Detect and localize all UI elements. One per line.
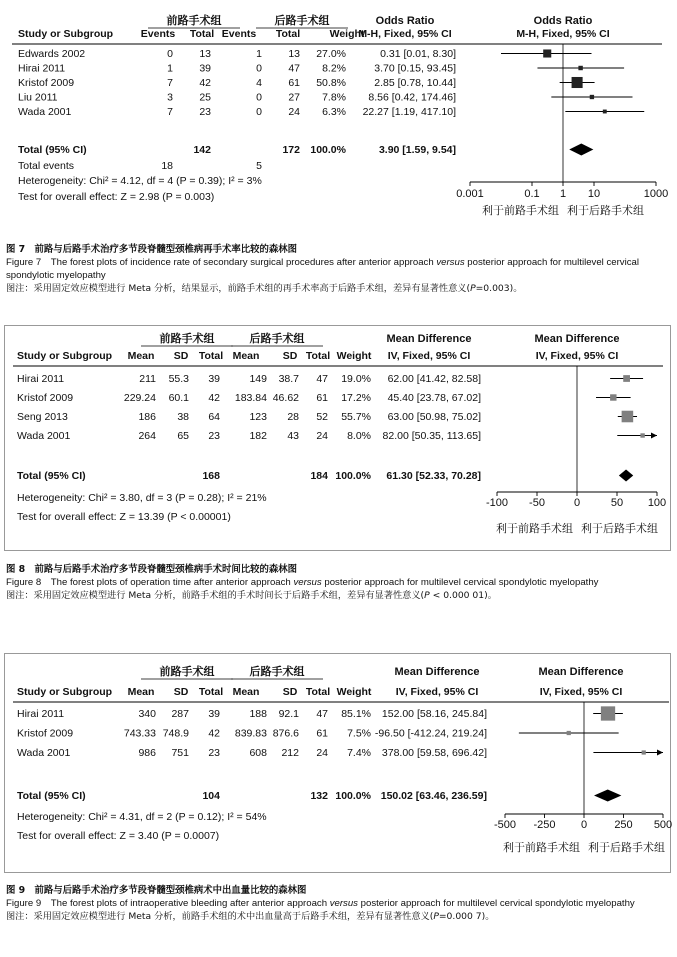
header-c1: Mean — [127, 350, 155, 362]
study-c2: 55.3 — [168, 373, 189, 385]
study-marker — [642, 750, 646, 754]
study-c3: 23 — [208, 747, 220, 759]
study-ci-text: 0.31 [0.01, 8.30] — [380, 48, 456, 60]
caption-9-en: Figure 9 The forest plots of intraoperative bleeding after anterior approach versus posterior approach for multilevel cervical spondylotic myelopathy — [6, 898, 635, 909]
overall-effect-text: Test for overall effect: Z = 13.39 (P < 0.00001) — [17, 511, 231, 523]
study-c5: 28 — [287, 411, 299, 423]
header-study: Study or Subgroup — [17, 686, 113, 698]
study-c5: 46.62 — [272, 392, 299, 404]
x-tick-label: 0 — [580, 819, 588, 831]
study-weight: 7.4% — [347, 747, 371, 759]
total-weight: 100.0% — [310, 144, 346, 156]
study-ci-text: 2.85 [0.78, 10.44] — [374, 77, 456, 89]
study-ci-text: 152.00 [58.16, 245.84] — [381, 708, 487, 720]
study-marker — [567, 731, 571, 735]
x-tick-label: 0 — [573, 497, 581, 509]
forest-plot-7-svg — [4, 4, 671, 232]
study-ci-text: -96.50 [-412.24, 219.24] — [374, 727, 487, 740]
heterogeneity-text: Heterogeneity: Chi² = 3.80, df = 3 (P = 0.28); I² = 21% — [17, 492, 267, 504]
study-c4: 839.83 — [234, 727, 267, 740]
header-c6: Total — [305, 350, 331, 362]
study-c1: 211 — [139, 373, 156, 385]
study-c2: 25 — [199, 91, 211, 104]
favours-anterior-label: 利于前路手术组 — [496, 523, 573, 535]
study-c2: 13 — [199, 48, 211, 60]
study-c1: 3 — [167, 91, 173, 104]
header-c1: Events — [140, 28, 176, 40]
study-c1: 0 — [167, 48, 173, 60]
favours-posterior-label: 利于后路手术组 — [588, 842, 665, 854]
study-weight: 8.2% — [322, 62, 346, 75]
study-ci-text: 45.40 [23.78, 67.02] — [387, 392, 481, 404]
favours-posterior-label: 利于后路手术组 — [581, 523, 658, 535]
study-weight: 19.0% — [341, 373, 371, 385]
favours-anterior-label: 利于前路手术组 — [503, 842, 580, 854]
study-marker — [601, 706, 615, 720]
study-c2: 65 — [177, 430, 189, 442]
study-c5: 92.1 — [278, 708, 299, 720]
x-tick-label: 500 — [653, 819, 673, 831]
header-weight: Weight — [336, 686, 372, 698]
study-c3: 0 — [256, 106, 262, 118]
study-c1: 7 — [167, 106, 173, 118]
study-c2: 39 — [199, 62, 211, 75]
total-c2: 142 — [193, 144, 211, 156]
study-name: Wada 2001 — [17, 430, 71, 442]
study-name: Seng 2013 — [17, 411, 68, 423]
x-tick-label: -500 — [493, 819, 517, 831]
study-c3: 39 — [208, 708, 220, 720]
caption-9-note: 图注：采用固定效应模型进行 Meta 分析，前路手术组的术中出血量高于后路手术组，差异有显著性意义(P=0.000 7)。 — [6, 911, 495, 922]
study-c2: 60.1 — [168, 392, 189, 404]
x-tick-label: 100 — [647, 497, 667, 509]
total-c6: 132 — [310, 790, 328, 802]
x-tick-label: -250 — [533, 819, 556, 831]
header-study: Study or Subgroup — [18, 28, 114, 40]
study-c5: 38.7 — [278, 373, 299, 385]
forest-plot-figure-8 — [4, 325, 671, 551]
study-c1: 7 — [167, 77, 173, 89]
study-ci-text: 63.00 [50.98, 75.02] — [387, 411, 481, 423]
study-c3: 42 — [208, 727, 220, 740]
total-c4: 172 — [282, 144, 300, 156]
study-weight: 17.2% — [341, 392, 371, 404]
header-c2: Total — [189, 28, 215, 40]
plot-column-subtitle: M-H, Fixed, 95% CI — [516, 28, 610, 40]
forest-plot-9-svg — [5, 654, 673, 872]
total-weight: 100.0% — [335, 470, 371, 482]
ci-arrow — [651, 433, 657, 439]
header-weight: Weight — [329, 28, 365, 40]
header-c3: Total — [198, 350, 224, 362]
study-c1: 340 — [138, 708, 156, 720]
group-label-posterior: 后路手术组 — [274, 15, 330, 27]
study-c2: 38 — [177, 411, 189, 423]
total-ci-text: 3.90 [1.59, 9.54] — [378, 144, 456, 156]
study-c4: 47 — [288, 62, 300, 75]
total-ci-text: 61.30 [52.33, 70.28] — [386, 470, 481, 482]
header-c2: SD — [173, 350, 189, 362]
study-marker — [603, 110, 607, 114]
study-marker — [543, 49, 551, 57]
study-c2: 287 — [171, 708, 189, 720]
study-name: Liu 2011 — [18, 91, 58, 104]
caption-figure-7 — [6, 243, 670, 295]
total-weight: 100.0% — [335, 790, 371, 802]
study-c5: 43 — [287, 430, 299, 442]
group-label-anterior: 前路手术组 — [159, 666, 215, 678]
study-c3: 39 — [208, 373, 220, 385]
study-c6: 24 — [316, 430, 328, 442]
study-c5: 212 — [281, 747, 299, 759]
header-c6: Total — [305, 686, 331, 698]
study-c2: 23 — [199, 106, 211, 118]
study-c1: 264 — [138, 430, 156, 442]
overall-effect-text: Test for overall effect: Z = 3.40 (P = 0.0007) — [17, 830, 220, 842]
study-c6: 52 — [316, 411, 328, 423]
group-label-posterior: 后路手术组 — [249, 666, 305, 678]
total-label: Total (95% CI) — [18, 144, 87, 156]
favours-posterior-label: 利于后路手术组 — [567, 205, 644, 217]
ci-arrow — [657, 750, 663, 756]
effect-column-title: Mean Difference — [386, 333, 472, 345]
study-c4: 27 — [288, 91, 300, 104]
effect-column-title: Mean Difference — [394, 666, 480, 678]
study-name: Hirai 2011 — [18, 62, 66, 75]
study-ci-text: 8.56 [0.42, 174.46] — [368, 91, 456, 104]
caption-figure-8 — [6, 563, 670, 602]
study-marker — [578, 66, 582, 70]
plot-column-subtitle: IV, Fixed, 95% CI — [539, 686, 623, 698]
study-c1: 743.33 — [123, 727, 156, 740]
forest-plot-8-svg — [5, 326, 670, 550]
study-ci-text: 22.27 [1.19, 417.10] — [362, 106, 456, 118]
study-ci-text: 3.70 [0.15, 93.45] — [374, 62, 456, 75]
study-weight: 55.7% — [341, 411, 371, 423]
plot-column-title: Mean Difference — [538, 666, 624, 678]
study-marker — [590, 95, 594, 99]
total-c3: 168 — [202, 470, 220, 482]
total-diamond — [594, 790, 621, 802]
study-marker — [572, 77, 583, 88]
study-c3: 42 — [208, 392, 220, 404]
plot-column-subtitle: IV, Fixed, 95% CI — [535, 350, 619, 362]
study-weight: 6.3% — [322, 106, 346, 118]
study-c4: 123 — [249, 411, 267, 423]
header-weight: Weight — [336, 350, 372, 362]
study-ci-text: 82.00 [50.35, 113.65] — [382, 430, 481, 442]
heterogeneity-text: Heterogeneity: Chi² = 4.12, df = 4 (P = 0.39); I² = 3% — [18, 175, 262, 187]
study-c4: 149 — [249, 373, 267, 385]
study-c2: 751 — [171, 747, 189, 759]
total-events-c1: 18 — [161, 160, 173, 172]
x-tick-label: -50 — [529, 497, 545, 509]
x-tick-label: 50 — [610, 497, 624, 509]
x-tick-label: 0.001 — [456, 188, 484, 200]
study-c4: 188 — [249, 708, 267, 720]
study-c4: 61 — [288, 77, 300, 89]
study-c2: 42 — [199, 77, 211, 89]
study-marker — [623, 375, 630, 382]
study-weight: 8.0% — [347, 430, 371, 442]
plot-column-title: Mean Difference — [534, 333, 620, 345]
study-c1: 986 — [138, 747, 156, 759]
study-c1: 229.24 — [123, 392, 156, 404]
x-tick-label: 250 — [614, 819, 633, 831]
effect-column-subtitle: M-H, Fixed, 95% CI — [358, 28, 452, 40]
study-c6: 61 — [316, 727, 328, 740]
study-c4: 608 — [249, 747, 267, 759]
plot-column-title: Odds Ratio — [533, 15, 593, 27]
group-label-anterior: 前路手术组 — [166, 15, 222, 27]
x-tick-label: 10 — [587, 188, 601, 200]
study-marker — [640, 433, 644, 437]
study-marker — [610, 394, 616, 400]
effect-column-subtitle: IV, Fixed, 95% CI — [387, 350, 471, 362]
study-c1: 186 — [138, 411, 156, 423]
study-c1: 1 — [167, 62, 173, 75]
study-weight: 7.8% — [322, 91, 346, 104]
header-c3: Total — [198, 686, 224, 698]
study-c6: 61 — [316, 392, 328, 404]
study-c4: 24 — [288, 106, 300, 118]
caption-7-cn: 图 7 前路与后路手术治疗多节段脊髓型颈椎病再手术率比较的森林图 — [6, 244, 298, 255]
study-c3: 4 — [256, 77, 262, 89]
study-name: Kristof 2009 — [18, 77, 75, 89]
study-weight: 50.8% — [316, 77, 346, 89]
study-c3: 0 — [256, 62, 262, 75]
study-name: Hirai 2011 — [17, 373, 65, 385]
study-weight: 7.5% — [347, 727, 371, 740]
study-c6: 24 — [316, 747, 328, 759]
favours-anterior-label: 利于前路手术组 — [482, 205, 559, 217]
total-diamond — [619, 470, 633, 482]
study-c2: 748.9 — [162, 727, 189, 740]
forest-plot-figure-9 — [4, 653, 671, 873]
total-events-label: Total events — [18, 160, 75, 172]
total-c3: 104 — [202, 790, 220, 802]
study-name: Edwards 2002 — [18, 48, 86, 60]
caption-8-cn: 图 8 前路与后路手术治疗多节段脊髓型颈椎病手术时间比较的森林图 — [6, 564, 298, 575]
header-study: Study or Subgroup — [17, 350, 113, 362]
header-c3: Events — [221, 28, 257, 40]
x-tick-label: 1000 — [643, 188, 669, 200]
study-c5: 876.6 — [272, 727, 299, 740]
x-tick-label: -100 — [485, 497, 509, 509]
group-label-anterior: 前路手术组 — [159, 333, 215, 345]
study-c3: 23 — [208, 430, 220, 442]
study-weight: 85.1% — [341, 708, 371, 720]
caption-9-cn: 图 9 前路与后路手术治疗多节段脊髓型颈椎病术中出血量比较的森林图 — [6, 885, 307, 896]
study-name: Hirai 2011 — [17, 708, 65, 720]
total-label: Total (95% CI) — [17, 790, 86, 802]
header-c4: Mean — [232, 350, 260, 362]
study-marker — [622, 411, 634, 423]
study-weight: 27.0% — [316, 48, 346, 60]
total-ci-text: 150.02 [63.46, 236.59] — [380, 790, 487, 802]
total-diamond — [569, 144, 593, 156]
caption-8-note: 图注：采用固定效应模型进行 Meta 分析，前路手术组的手术时间长于后路手术组，差异有显著性意义(P < 0.000 01)。 — [6, 590, 497, 601]
study-c6: 47 — [316, 708, 328, 720]
study-c3: 0 — [256, 91, 262, 104]
header-c4: Total — [275, 28, 301, 40]
study-name: Wada 2001 — [17, 747, 71, 759]
study-name: Kristof 2009 — [17, 727, 74, 740]
header-c5: SD — [282, 686, 298, 698]
study-name: Wada 2001 — [18, 106, 72, 118]
caption-figure-9 — [6, 884, 670, 923]
study-c3: 1 — [256, 48, 262, 60]
study-c3: 64 — [208, 411, 220, 423]
study-ci-text: 378.00 [59.58, 696.42] — [381, 747, 487, 759]
caption-7-en: Figure 7 The forest plots of incidence rate of secondary surgical procedures after anterior approach versus posterior approach for multilevel cervical spondylotic myelopathy — [6, 257, 639, 281]
study-name: Kristof 2009 — [17, 392, 74, 404]
effect-column-subtitle: IV, Fixed, 95% CI — [395, 686, 479, 698]
forest-plot-figure-7 — [4, 4, 671, 232]
caption-8-en: Figure 8 The forest plots of operation time after anterior approach versus posterior approach for multilevel cervical spondylotic myelopathy — [6, 577, 599, 588]
header-c4: Mean — [232, 686, 260, 698]
study-c6: 47 — [316, 373, 328, 385]
total-label: Total (95% CI) — [17, 470, 86, 482]
study-c4: 183.84 — [234, 392, 267, 404]
study-c4: 13 — [288, 48, 300, 60]
x-tick-label: 1 — [559, 188, 567, 200]
group-label-posterior: 后路手术组 — [249, 333, 305, 345]
total-c6: 184 — [310, 470, 328, 482]
header-c5: SD — [282, 350, 298, 362]
overall-effect-text: Test for overall effect: Z = 2.98 (P = 0.003) — [18, 191, 215, 203]
heterogeneity-text: Heterogeneity: Chi² = 4.31, df = 2 (P = 0.12); I² = 54% — [17, 811, 267, 823]
effect-column-title: Odds Ratio — [375, 15, 435, 27]
caption-7-note: 图注：采用固定效应模型进行 Meta 分析，结果显示，前路手术组的再手术率高于后路手术组，差异有显著性意义(P=0.003)。 — [6, 283, 523, 294]
header-c2: SD — [173, 686, 189, 698]
header-c1: Mean — [127, 686, 155, 698]
x-tick-label: 0.1 — [524, 188, 540, 200]
study-ci-text: 62.00 [41.42, 82.58] — [387, 373, 481, 385]
study-c4: 182 — [249, 430, 267, 442]
total-events-c3: 5 — [256, 160, 262, 172]
